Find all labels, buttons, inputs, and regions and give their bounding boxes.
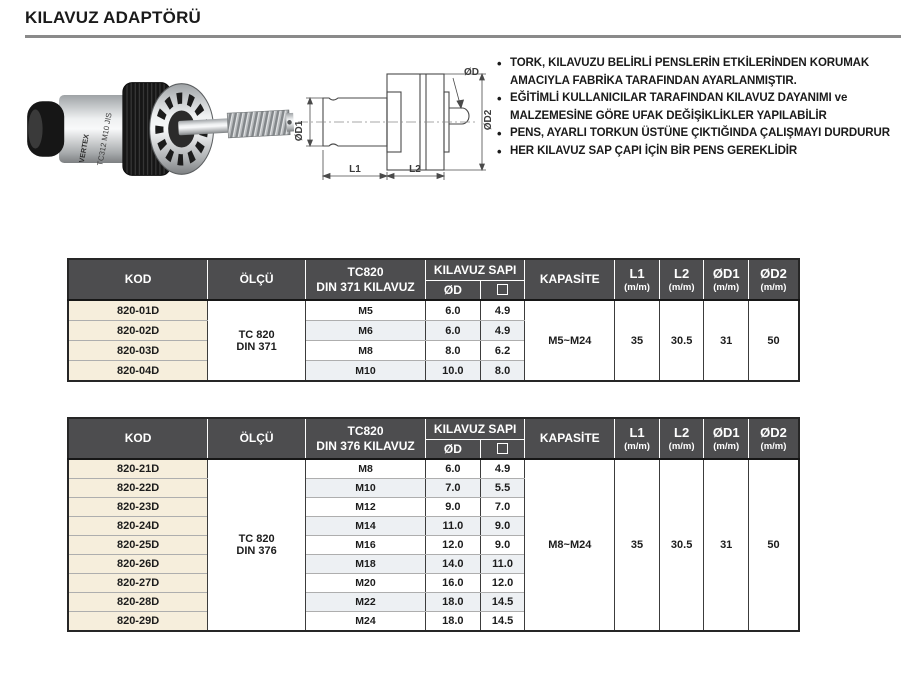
col-square <box>480 281 525 301</box>
dim-label-d1: ØD1 <box>294 120 305 142</box>
od-cell: 6.0 <box>425 300 480 321</box>
col-l1: L1 (m/m) <box>615 418 660 459</box>
col-kilavuz-sapi: KILAVUZ SAPI <box>425 418 524 440</box>
od-cell: 16.0 <box>425 574 480 593</box>
col-kilavuz-sapi: KILAVUZ SAPI <box>425 259 524 281</box>
note-item: • EĞİTİMLİ KULLANICILAR TARAFINDAN KILAVUZ DAYANIMI ve MALZEMESİNE GÖRE UFAK DEĞİŞİKLİKLER YAPILABİLİR <box>497 90 910 125</box>
page-title: KILAVUZ ADAPTÖRÜ <box>25 8 202 27</box>
col-l2: L2 (m/m) <box>659 418 704 459</box>
olcu-cell: TC 820 DIN 376 <box>208 459 306 631</box>
kod-cell: 820-27D <box>68 574 208 593</box>
od-cell: 18.0 <box>425 593 480 612</box>
table-header <box>68 418 799 459</box>
col-square <box>480 440 525 460</box>
kod-cell: 820-25D <box>68 536 208 555</box>
size-cell: M10 <box>306 361 426 382</box>
square-cell: 5.5 <box>480 479 525 498</box>
col-kapasite: KAPASİTE <box>525 259 615 300</box>
od-cell: 7.0 <box>425 479 480 498</box>
square-cell: 6.2 <box>480 341 525 361</box>
col-kod: KOD <box>68 418 208 459</box>
kapasite-cell: M8~M24 <box>525 459 615 631</box>
note-item: • PENS, AYARLI TORKUN ÜSTÜNE ÇIKTIĞINDA ÇALIŞMAYI DURDURUR <box>497 125 910 143</box>
col-od1: ØD1 (m/m) <box>704 418 749 459</box>
table-header <box>68 259 799 300</box>
size-cell: M18 <box>306 555 426 574</box>
square-cell: 12.0 <box>480 574 525 593</box>
col-l2: L2 (m/m) <box>659 259 704 300</box>
square-cell: 14.5 <box>480 593 525 612</box>
technical-drawing <box>292 52 500 192</box>
size-cell: M8 <box>306 459 426 479</box>
col-od2: ØD2 (m/m) <box>748 259 799 300</box>
od-cell: 12.0 <box>425 536 480 555</box>
spec-table-din371 <box>67 258 800 382</box>
tap-adapter-assembly <box>27 83 294 176</box>
size-cell: M6 <box>306 321 426 341</box>
adapter-body <box>59 95 131 163</box>
dim-label-d2: ØD2 <box>483 109 494 131</box>
brand-text: VERTEX <box>76 133 91 164</box>
l1-cell: 35 <box>615 300 660 381</box>
square-icon <box>497 284 508 295</box>
od-cell: 6.0 <box>425 459 480 479</box>
kapasite-cell: M5~M24 <box>525 300 615 381</box>
kod-cell: 820-01D <box>68 300 208 321</box>
square-icon <box>497 443 508 454</box>
col-kod: KOD <box>68 259 208 300</box>
table-body <box>68 459 799 631</box>
kod-cell: 820-28D <box>68 593 208 612</box>
square-cell: 4.9 <box>480 459 525 479</box>
table-row <box>68 300 799 321</box>
col-kapasite: KAPASİTE <box>525 418 615 459</box>
square-cell: 11.0 <box>480 555 525 574</box>
table-body <box>68 300 799 381</box>
size-cell: M14 <box>306 517 426 536</box>
size-cell: M12 <box>306 498 426 517</box>
kod-cell: 820-24D <box>68 517 208 536</box>
od-cell: 10.0 <box>425 361 480 382</box>
notes-list <box>497 55 910 160</box>
kod-cell: 820-22D <box>68 479 208 498</box>
size-cell: M24 <box>306 612 426 632</box>
size-cell: M8 <box>306 341 426 361</box>
col-olcu: ÖLÇÜ <box>208 259 306 300</box>
size-cell: M16 <box>306 536 426 555</box>
dim-label-l1: L1 <box>349 164 361 175</box>
square-cell: 9.0 <box>480 517 525 536</box>
kod-cell: 820-21D <box>68 459 208 479</box>
col-l1: L1 (m/m) <box>615 259 660 300</box>
l1-cell: 35 <box>615 459 660 631</box>
size-cell: M20 <box>306 574 426 593</box>
square-cell: 7.0 <box>480 498 525 517</box>
col-olcu: ÖLÇÜ <box>208 418 306 459</box>
kod-cell: 820-26D <box>68 555 208 574</box>
l2-cell: 30.5 <box>659 300 704 381</box>
od-cell: 9.0 <box>425 498 480 517</box>
product-photo <box>22 56 300 202</box>
od1-cell: 31 <box>704 300 749 381</box>
square-cell: 14.5 <box>480 612 525 632</box>
col-od: ØD <box>425 281 480 301</box>
size-cell: M5 <box>306 300 426 321</box>
l2-cell: 30.5 <box>659 459 704 631</box>
col-kilavuz: TC820 DIN 371 KILAVUZ <box>306 259 426 300</box>
title-divider <box>25 35 901 38</box>
od-cell: 14.0 <box>425 555 480 574</box>
kod-cell: 820-29D <box>68 612 208 632</box>
od2-cell: 50 <box>748 300 799 381</box>
col-od: ØD <box>425 440 480 460</box>
kod-cell: 820-03D <box>68 341 208 361</box>
col-kilavuz: TC820 DIN 376 KILAVUZ <box>306 418 426 459</box>
kod-cell: 820-04D <box>68 361 208 382</box>
col-od1: ØD1 (m/m) <box>704 259 749 300</box>
table-row <box>68 459 799 479</box>
note-item: • TORK, KILAVUZU BELİRLİ PENSLERİN ETKİLERİNDEN KORUMAK AMACIYLA FABRİKA TARAFINDAN AYARLANMIŞTIR. <box>497 55 910 90</box>
od-cell: 18.0 <box>425 612 480 632</box>
kod-cell: 820-02D <box>68 321 208 341</box>
od-cell: 6.0 <box>425 321 480 341</box>
spec-table-din376 <box>67 417 800 632</box>
square-cell: 4.9 <box>480 300 525 321</box>
size-cell: M10 <box>306 479 426 498</box>
dim-label-l2: L2 <box>409 164 421 175</box>
od2-cell: 50 <box>748 459 799 631</box>
kod-cell: 820-23D <box>68 498 208 517</box>
od-cell: 8.0 <box>425 341 480 361</box>
square-cell: 8.0 <box>480 361 525 382</box>
od-cell: 11.0 <box>425 517 480 536</box>
note-item: • HER KILAVUZ SAP ÇAPI İÇİN BİR PENS GEREKLİDİR <box>497 143 910 161</box>
dim-label-d: ØD <box>464 67 479 78</box>
square-cell: 4.9 <box>480 321 525 341</box>
col-od2: ØD2 (m/m) <box>748 418 799 459</box>
size-cell: M22 <box>306 593 426 612</box>
model-text: TC312 M10 JIS <box>95 112 114 167</box>
olcu-cell: TC 820 DIN 371 <box>208 300 306 381</box>
square-cell: 9.0 <box>480 536 525 555</box>
od1-cell: 31 <box>704 459 749 631</box>
